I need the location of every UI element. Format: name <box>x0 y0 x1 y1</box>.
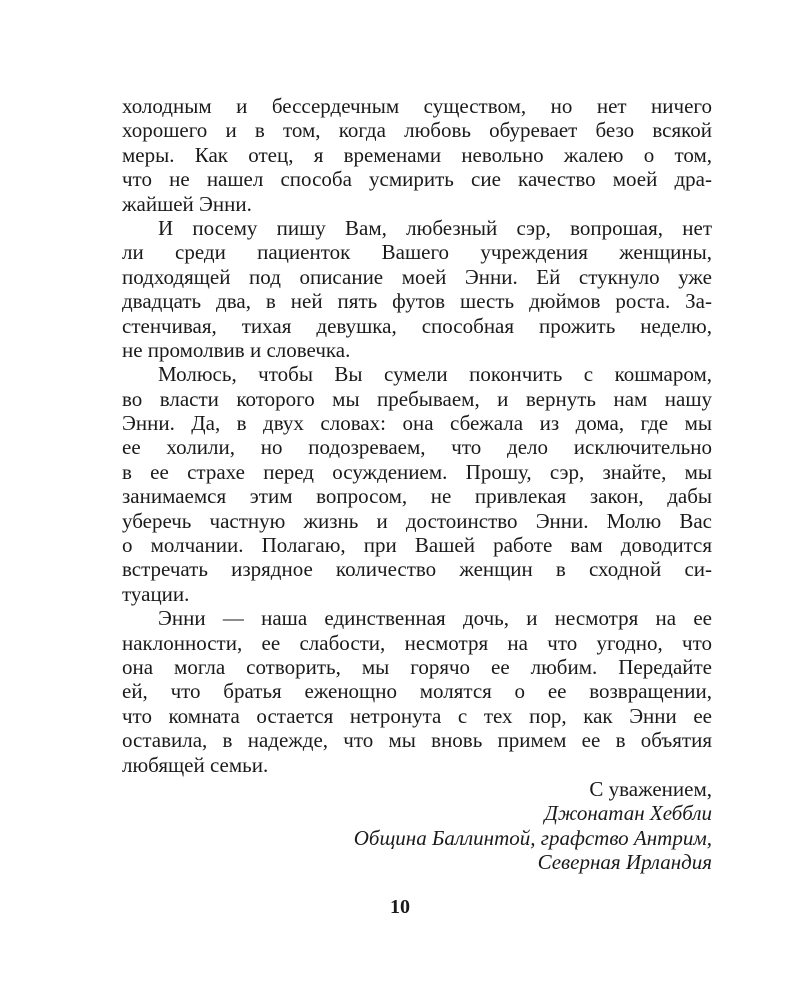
text-line: Энни — наша единственная дочь, и несмотря на ее <box>158 606 712 631</box>
text-line: оставила, в надежде, что мы вновь примем ее в объятия <box>122 728 712 753</box>
text-line: двадцать два, в ней пять футов шесть дюймов роста. За- <box>122 289 712 314</box>
text-line: Молюсь, чтобы Вы сумели покончить с кошмаром, <box>158 362 712 387</box>
text-line: что комната остается нетронута с тех пор, как Энни ее <box>122 703 712 728</box>
signature-closing: С уважением, <box>589 776 712 801</box>
signature-country: Северная Ирландия <box>537 850 712 875</box>
text-line: наклонности, ее слабости, несмотря на что угодно, что <box>122 630 712 655</box>
page-number: 10 <box>390 896 410 918</box>
text-line: она могла сотворить, мы горячо ее любим. Передайте <box>122 654 712 679</box>
text-line: не промолвив и словечка. <box>122 337 351 362</box>
text-line: ей, что братья еженощно молятся о ее возвращении, <box>122 679 712 704</box>
text-line: холодным и бессердечным существом, но нет ничего <box>122 94 712 118</box>
text-line: меры. Как отец, я временами невольно жалею о том, <box>122 142 712 167</box>
text-line: стенчивая, тихая девушка, способная прожить неделю, <box>122 313 712 338</box>
text-line: в ее страхе перед осуждением. Прошу, сэр, знайте, мы <box>122 459 712 484</box>
text-line: любящей семьи. <box>122 752 269 777</box>
text-line: туации. <box>122 581 190 606</box>
text-line: И посему пишу Вам, любезный сэр, вопрошая, нет <box>158 215 712 240</box>
text-line: занимаемся этим вопросом, не привлекая закон, дабы <box>122 484 712 509</box>
signature-name: Джонатан Хеббли <box>544 801 712 826</box>
text-line: уберечь частную жизнь и достоинство Энни. Молю Вас <box>122 508 712 533</box>
text-line: во власти которого мы пребываем, и вернуть нам нашу <box>122 386 712 411</box>
text-line: ее холили, но подозреваем, что дело исключительно <box>122 435 712 460</box>
signature-place: Община Баллинтой, графство Антрим, <box>353 825 712 850</box>
text-line: ли среди пациенток Вашего учреждения женщины, <box>122 240 712 265</box>
text-line: встречать изрядное количество женщин в сходной си- <box>122 557 712 582</box>
text-line: хорошего и в том, когда любовь обуревает безо всякой <box>122 118 712 143</box>
text-line: подходящей под описание моей Энни. Ей стукнуло уже <box>122 264 712 289</box>
text-line: Энни. Да, в двух словах: она сбежала из дома, где мы <box>122 411 712 436</box>
text-line: о молчании. Полагаю, при Вашей работе вам доводится <box>122 533 712 558</box>
text-line: что не нашел способа усмирить сие качество моей дра- <box>122 167 712 192</box>
text-line: жайшей Энни. <box>122 191 252 216</box>
letter-body <box>122 94 712 875</box>
